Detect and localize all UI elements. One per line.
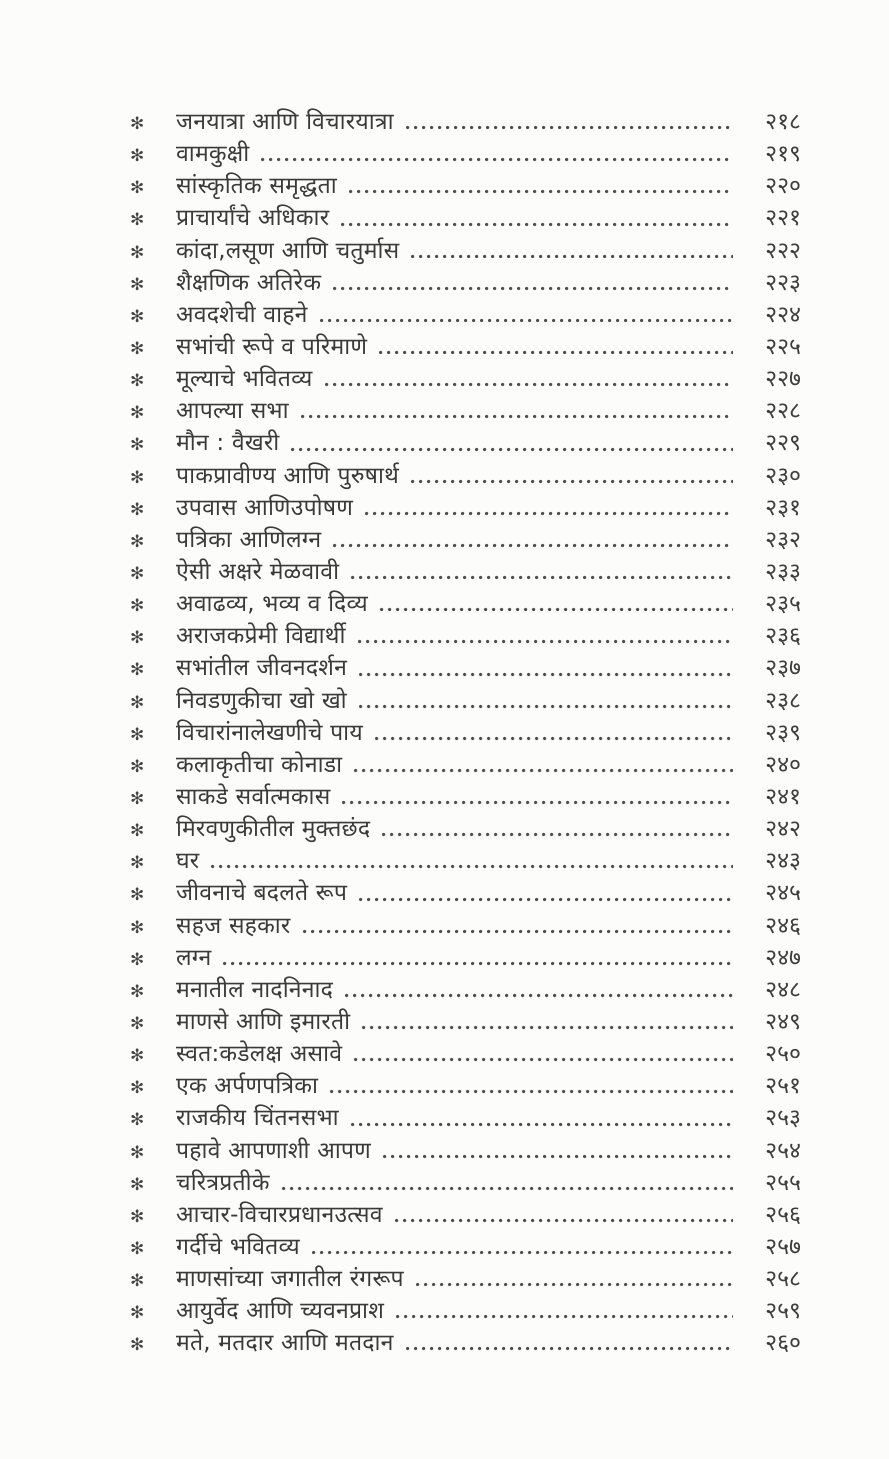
dot-leader — [354, 1057, 733, 1062]
toc-entry-page-number: २४५ — [765, 880, 801, 907]
asterisk-bullet-icon: ✻ — [130, 1142, 145, 1163]
dot-leader — [382, 832, 733, 837]
toc-entry — [130, 235, 801, 267]
toc-entry-title: कलाकृतीचा कोनाडा — [176, 751, 343, 778]
toc-entry — [130, 170, 801, 202]
toc-entry — [130, 1199, 801, 1231]
toc-entry-title: अवदशेची वाहने — [176, 301, 308, 328]
asterisk-bullet-icon: ✻ — [130, 724, 145, 745]
toc-entry — [130, 1327, 801, 1359]
asterisk-bullet-icon: ✻ — [130, 242, 145, 263]
asterisk-bullet-icon: ✻ — [130, 981, 145, 1002]
toc-entry-title: राजकीय चिंतनसभा — [176, 1105, 339, 1132]
toc-entry — [130, 524, 801, 556]
dot-leader — [342, 800, 733, 805]
toc-entry-page-number: २२७ — [765, 366, 801, 393]
toc-entry-title: आयुर्वेद आणि च्यवनप्राश — [176, 1298, 385, 1325]
toc-entry-page-number: २४८ — [765, 976, 801, 1003]
toc-entry-page-number: २५५ — [765, 1169, 801, 1196]
dot-leader — [406, 125, 733, 130]
dot-leader — [354, 768, 733, 773]
toc-entry-title: मिरवणुकीतील मुक्तछंद — [176, 816, 371, 843]
toc-entry-title: निवडणुकीचा खो खो — [176, 687, 347, 714]
asterisk-bullet-icon: ✻ — [130, 1238, 145, 1259]
dot-leader — [380, 607, 733, 612]
dot-leader — [362, 1025, 733, 1030]
toc-entry — [130, 845, 801, 877]
dot-leader — [341, 222, 733, 227]
toc-entry-page-number: २३० — [765, 462, 801, 489]
toc-entry-title: पत्रिका आणिलग्न — [176, 526, 322, 553]
toc-entry-page-number: २३३ — [765, 558, 801, 585]
dot-leader — [411, 479, 733, 484]
toc-entry-page-number: २२० — [765, 173, 801, 200]
toc-entry-title: पाकप्रावीण्य आणि पुरुषार्थ — [176, 462, 400, 489]
toc-entry-page-number: २२५ — [765, 333, 801, 360]
dot-leader — [351, 1122, 733, 1127]
asterisk-bullet-icon: ✻ — [130, 1110, 145, 1131]
toc-entry-title: साकडे सर्वात्मकास — [176, 783, 331, 810]
dot-leader — [396, 1314, 733, 1319]
toc-entry — [130, 138, 801, 170]
asterisk-bullet-icon: ✻ — [130, 660, 145, 681]
toc-entry-page-number: २५४ — [765, 1137, 801, 1164]
toc-entry — [130, 1102, 801, 1134]
toc-entry-page-number: २३५ — [765, 591, 801, 618]
dot-leader — [375, 736, 733, 741]
toc-entry-title: वामकुक्षी — [176, 141, 250, 168]
toc-entry-page-number: २२८ — [765, 398, 801, 425]
toc-entry — [130, 427, 801, 459]
toc-entry-title: स्वत:कडेलक्ष असावे — [176, 1041, 343, 1068]
toc-entry-page-number: २२१ — [765, 205, 801, 232]
dot-leader — [411, 254, 733, 259]
toc-entry-page-number: २१८ — [765, 109, 801, 135]
toc-entry-page-number: २५० — [765, 1041, 801, 1068]
dot-leader — [365, 511, 733, 516]
asterisk-bullet-icon: ✻ — [130, 531, 145, 552]
toc-entry — [130, 1006, 801, 1038]
toc-entry-page-number: २४७ — [765, 944, 801, 971]
toc-entry — [130, 395, 801, 427]
toc-entry — [130, 106, 801, 138]
toc-entry — [130, 588, 801, 620]
toc-entry-page-number: २४३ — [765, 848, 801, 875]
toc-entry-page-number: २४२ — [765, 816, 801, 843]
toc-entry-page-number: २३७ — [765, 655, 801, 682]
asterisk-bullet-icon: ✻ — [130, 306, 145, 327]
dot-leader — [303, 929, 733, 934]
toc-entry-title: ऐसी अक्षरे मेळवावी — [176, 558, 340, 585]
dot-leader — [359, 704, 733, 709]
dot-leader — [211, 864, 733, 869]
toc-entry — [130, 1295, 801, 1327]
dot-leader — [282, 1186, 733, 1191]
asterisk-bullet-icon: ✻ — [130, 274, 145, 295]
asterisk-bullet-icon: ✻ — [130, 917, 145, 938]
toc-entry-page-number: २१९ — [765, 141, 801, 168]
toc-entry-page-number: २२४ — [765, 301, 801, 328]
toc-entry — [130, 685, 801, 717]
asterisk-bullet-icon: ✻ — [130, 949, 145, 970]
asterisk-bullet-icon: ✻ — [130, 1271, 145, 1292]
dot-leader — [345, 993, 733, 998]
toc-entry-page-number: २४० — [765, 751, 801, 778]
toc-entry — [130, 813, 801, 845]
toc-entry — [130, 1167, 801, 1199]
toc-entry-title: सांस्कृतिक समृद्धता — [176, 173, 337, 200]
dot-leader — [333, 543, 733, 548]
toc-entry-page-number: २३१ — [765, 494, 801, 521]
toc-entry-title: पहावे आपणाशी आपण — [176, 1137, 371, 1164]
toc-entry — [130, 1231, 801, 1263]
asterisk-bullet-icon: ✻ — [130, 435, 145, 456]
dot-leader — [223, 961, 733, 966]
toc-entry-page-number: २२३ — [765, 269, 801, 296]
toc-entry — [130, 1263, 801, 1295]
toc-entry — [130, 749, 801, 781]
asterisk-bullet-icon: ✻ — [130, 1335, 145, 1356]
toc-entry — [130, 781, 801, 813]
toc-entry-title: गर्दीचे भवितव्य — [176, 1233, 300, 1260]
toc-entry — [130, 363, 801, 395]
asterisk-bullet-icon: ✻ — [130, 596, 145, 617]
asterisk-bullet-icon: ✻ — [130, 210, 145, 231]
toc-entry-page-number: २३८ — [765, 687, 801, 714]
asterisk-bullet-icon: ✻ — [130, 1046, 145, 1067]
asterisk-bullet-icon: ✻ — [130, 692, 145, 713]
toc-entry-page-number: २२९ — [765, 430, 801, 457]
toc-entry-title: अराजकप्रेमी विद्यार्थी — [176, 623, 346, 650]
asterisk-bullet-icon: ✻ — [130, 563, 145, 584]
toc-entry — [130, 942, 801, 974]
toc-entry — [130, 202, 801, 234]
toc-entry-title: मूल्याचे भवितव्य — [176, 366, 313, 393]
dot-leader — [301, 414, 733, 419]
toc-entry — [130, 299, 801, 331]
asterisk-bullet-icon: ✻ — [130, 1013, 145, 1034]
dot-leader — [383, 1154, 733, 1159]
asterisk-bullet-icon: ✻ — [130, 1174, 145, 1195]
toc-entry — [130, 652, 801, 684]
toc-entry — [130, 460, 801, 492]
toc-entry-page-number: २५९ — [765, 1298, 801, 1325]
toc-entry-title: एक अर्पणपत्रिका — [176, 1073, 319, 1100]
asterisk-bullet-icon: ✻ — [130, 885, 145, 906]
toc-entry-title: विचारांनालेखणीचे पाय — [176, 719, 363, 746]
toc-entry-title: उपवास आणिउपोषण — [176, 494, 354, 521]
asterisk-bullet-icon: ✻ — [130, 114, 145, 134]
dot-leader — [379, 350, 733, 355]
toc-entry-page-number: २२२ — [765, 237, 801, 264]
dot-leader — [312, 1250, 733, 1255]
toc-entry-page-number: २५१ — [765, 1073, 801, 1100]
asterisk-bullet-icon: ✻ — [130, 628, 145, 649]
asterisk-bullet-icon: ✻ — [130, 499, 145, 520]
toc-entry — [130, 1038, 801, 1070]
toc-entry-title: मते, मतदार आणि मतदान — [176, 1330, 394, 1357]
asterisk-bullet-icon: ✻ — [130, 821, 145, 842]
toc-entry-title: सभांतील जीवनदर्शन — [176, 655, 348, 682]
asterisk-bullet-icon: ✻ — [130, 403, 145, 424]
asterisk-bullet-icon: ✻ — [130, 853, 145, 874]
toc-entry — [130, 717, 801, 749]
toc-entry — [130, 910, 801, 942]
toc-entry-title: लग्न — [176, 944, 212, 971]
asterisk-bullet-icon: ✻ — [130, 788, 145, 809]
toc-entry — [130, 492, 801, 524]
toc-entry-title: मौन : वैखरी — [176, 430, 280, 457]
dot-leader — [358, 639, 733, 644]
asterisk-bullet-icon: ✻ — [130, 371, 145, 392]
toc-entry — [130, 1135, 801, 1167]
toc-entry — [130, 974, 801, 1006]
toc-entry-title: घर — [176, 848, 200, 875]
toc-entry-title: सहज सहकार — [176, 912, 291, 939]
toc-entry-title: जीवनाचे बदलते रूप — [176, 880, 348, 907]
dot-leader — [330, 1089, 733, 1094]
dot-leader — [261, 157, 733, 162]
dot-leader — [351, 575, 733, 580]
toc-entry-title: आचार-विचारप्रधानउत्सव — [176, 1201, 383, 1228]
asterisk-bullet-icon: ✻ — [130, 1078, 145, 1099]
toc-entry-page-number: २३६ — [765, 623, 801, 650]
toc-entry-title: माणसे आणि इमारती — [176, 1008, 351, 1035]
dot-leader — [395, 1218, 733, 1223]
asterisk-bullet-icon: ✻ — [130, 1303, 145, 1324]
table-of-contents — [130, 106, 801, 1359]
dot-leader — [406, 1346, 733, 1351]
dot-leader — [359, 897, 733, 902]
asterisk-bullet-icon: ✻ — [130, 1206, 145, 1227]
toc-entry-title: माणसांच्या जगातील रंगरूप — [176, 1266, 404, 1293]
toc-entry-title: सभांची रूपे व परिमाणे — [176, 333, 368, 360]
dot-leader — [333, 286, 733, 291]
toc-entry-page-number: २४६ — [765, 912, 801, 939]
dot-leader — [359, 672, 733, 677]
toc-entry-page-number: २५६ — [765, 1201, 801, 1228]
toc-entry-title: आपल्या सभा — [176, 398, 289, 425]
toc-entry — [130, 620, 801, 652]
toc-entry-title: शैक्षणिक अतिरेक — [176, 269, 322, 296]
dot-leader — [291, 447, 733, 452]
toc-entry — [130, 331, 801, 363]
toc-entry-page-number: २५८ — [765, 1266, 801, 1293]
toc-entry-title: अवाढव्य, भव्य व दिव्य — [176, 591, 368, 618]
dot-leader — [349, 189, 733, 194]
toc-entry-title: प्राचार्यांचे अधिकार — [176, 205, 330, 232]
toc-entry-title: चरित्रप्रतीके — [176, 1169, 270, 1196]
toc-entry-page-number: २४९ — [765, 1008, 801, 1035]
toc-entry-page-number: २३९ — [765, 719, 801, 746]
toc-entry-page-number: २६० — [765, 1330, 801, 1357]
toc-entry-page-number: २५७ — [765, 1233, 801, 1260]
toc-entry-page-number: २४१ — [765, 783, 801, 810]
dot-leader — [320, 318, 733, 323]
toc-entry — [130, 556, 801, 588]
toc-entry — [130, 267, 801, 299]
dot-leader — [416, 1282, 733, 1287]
asterisk-bullet-icon: ✻ — [130, 467, 145, 488]
asterisk-bullet-icon: ✻ — [130, 178, 145, 199]
toc-entry-page-number: २३२ — [765, 526, 801, 553]
toc-entry — [130, 877, 801, 909]
toc-entry-title: मनातील नादनिनाद — [176, 976, 334, 1003]
toc-entry — [130, 1070, 801, 1102]
asterisk-bullet-icon: ✻ — [130, 146, 145, 167]
toc-entry-page-number: २५३ — [765, 1105, 801, 1132]
toc-entry-title: जनयात्रा आणि विचारयात्रा — [176, 109, 394, 135]
asterisk-bullet-icon: ✻ — [130, 338, 145, 359]
asterisk-bullet-icon: ✻ — [130, 756, 145, 777]
toc-entry-title: कांदा,लसूण आणि चतुर्मास — [176, 237, 400, 264]
dot-leader — [325, 382, 733, 387]
